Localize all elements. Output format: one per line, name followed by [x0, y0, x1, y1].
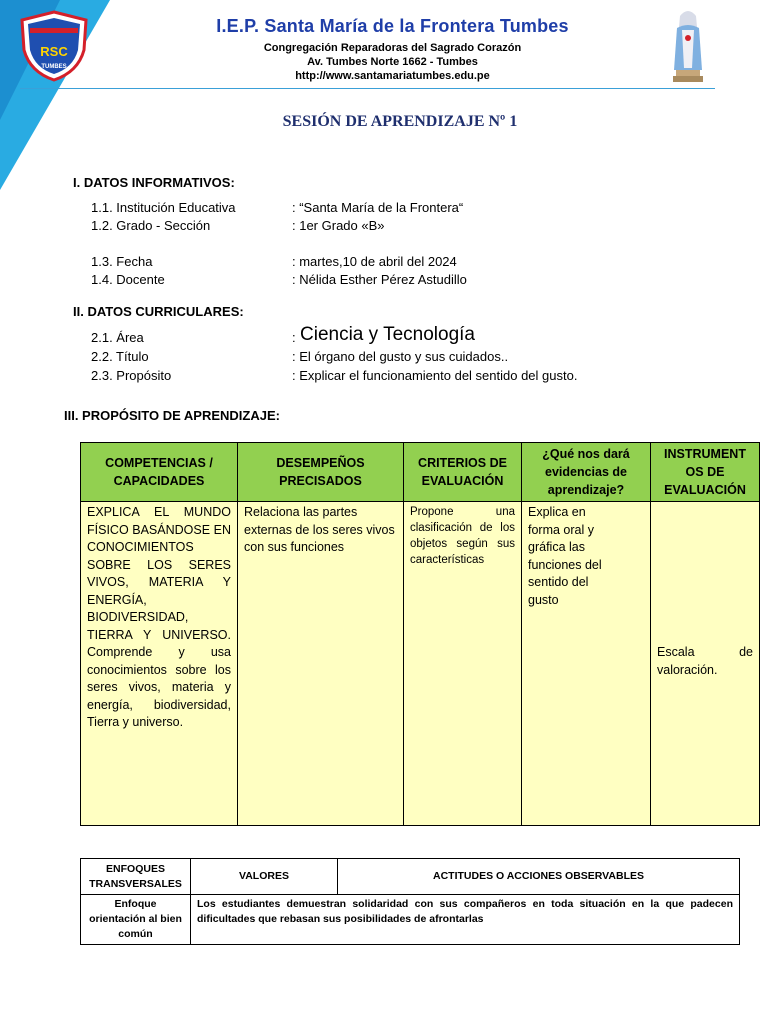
address-line: Av. Tumbes Norte 1662 - Tumbes: [307, 56, 478, 68]
curricular-label: 2.1. Área: [91, 330, 144, 345]
info-label: 1.4. Docente: [91, 272, 165, 287]
header-actitudes: ACTITUDES O ACCIONES OBSERVABLES: [338, 859, 740, 895]
curricular-colon: :: [292, 330, 296, 345]
info-value: : “Santa María de la Frontera“: [292, 200, 464, 215]
info-label: 1.2. Grado - Sección: [91, 218, 211, 233]
cell-competencias: EXPLICA EL MUNDO FÍSICO BASÁNDOSE EN CONOCIMIENTOS SOBRE LOS SERES VIVOS, MATERIA Y ENERGÍA, BIODIVERSIDAD, TIERRA Y UNIVERSO. Comprende y usa conocimientos sobre los seres vivos, materia y energía, biodiversidad, Tierra y universo.: [81, 502, 238, 826]
section-datos-curriculares-heading: II. DATOS CURRICULARES:: [73, 304, 244, 319]
session-title: SESIÓN DE APRENDIZAJE Nº 1: [282, 113, 518, 130]
info-value: : Nélida Esther Pérez Astudillo: [292, 272, 467, 287]
section-proposito-heading: III. PROPÓSITO DE APRENDIZAJE:: [64, 408, 280, 423]
transversal-approaches-table: [80, 858, 740, 945]
header-block: [160, 16, 625, 83]
area-value: Ciencia y Tecnología: [300, 324, 475, 345]
header-evidencias: ¿Qué nos dará evidencias de aprendizaje?: [522, 443, 651, 502]
curricular-label: 2.3. Propósito: [91, 368, 172, 383]
cell-evidencias: Explica en forma oral y gráfica las funciones del sentido del gusto: [522, 502, 651, 826]
learning-purpose-table: [80, 442, 760, 826]
info-label: 1.1. Institución Educativa: [91, 200, 236, 215]
header-criterios: CRITERIOS DE EVALUACIÓN: [404, 443, 522, 502]
school-logo-icon: [18, 10, 90, 82]
svg-text:RSC: RSC: [40, 44, 68, 59]
cell-criterios: Propone una clasificación de los objetos según sus características: [404, 502, 522, 826]
website-line: http://www.santamariatumbes.edu.pe: [295, 70, 490, 82]
cell-desempenos: Relaciona las partes externas de los seres vivos con sus funciones: [238, 502, 404, 826]
section-datos-informativos-heading: I. DATOS INFORMATIVOS:: [73, 175, 235, 190]
svg-text:TUMBES: TUMBES: [41, 64, 67, 70]
curricular-label: 2.2. Título: [91, 349, 149, 364]
info-label: 1.3. Fecha: [91, 254, 153, 269]
curricular-value: : El órgano del gusto y sus cuidados..: [292, 349, 509, 364]
cell-instrumentos: Escala de valoración.: [651, 502, 760, 826]
header-enfoques: ENFOQUES TRANSVERSALES: [81, 859, 191, 895]
curricular-value: : Explicar el funcionamiento del sentido del gusto.: [292, 368, 578, 383]
school-name: I.E.P. Santa María de la Frontera Tumbes: [216, 16, 569, 36]
cell-enfoque: Enfoque orientación al bien común: [81, 895, 191, 945]
header-desempenos: DESEMPEÑOS PRECISADOS: [238, 443, 404, 502]
curricular-row-area: [91, 324, 711, 350]
congregation-line: Congregación Reparadoras del Sagrado Corazón: [263, 42, 522, 54]
info-value: : 1er Grado «B»: [292, 218, 385, 233]
header-rule: [20, 88, 715, 89]
header-valores: VALORES: [191, 859, 338, 895]
cell-actitud: Los estudiantes demuestran solidaridad con sus compañeros en toda situación en la que padecen dificultades que rebasan sus posibilidades de afrontarlas: [191, 895, 740, 945]
header-instrumentos: INSTRUMENT OS DE EVALUACIÓN: [651, 443, 760, 502]
header-competencias: COMPETENCIAS / CAPACIDADES: [81, 443, 238, 502]
info-value: : martes,10 de abril del 2024: [292, 254, 457, 269]
virgin-statue-icon: [668, 8, 708, 84]
